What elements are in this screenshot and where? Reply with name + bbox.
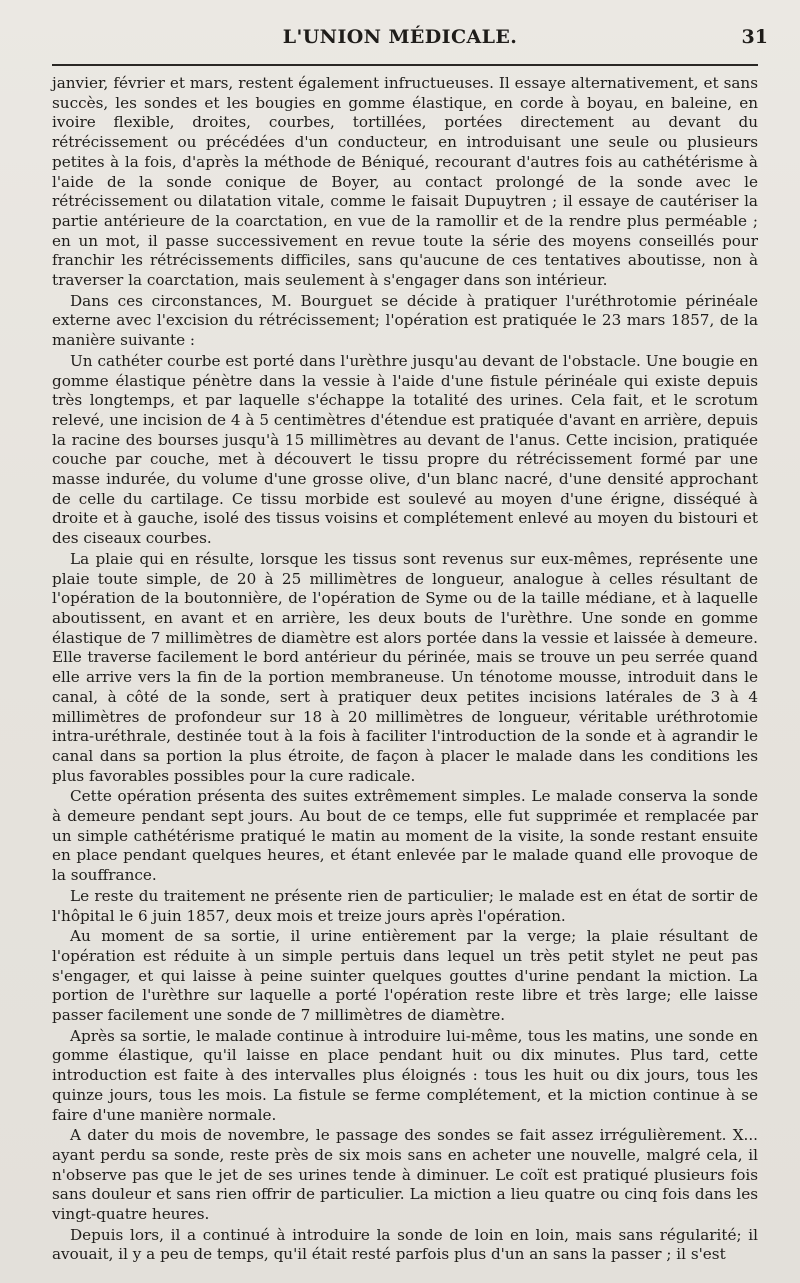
paragraph: janvier, février et mars, restent également infructueuses. Il essaye alternativement, et sans succès, les sondes et les bougies en gomme élastique, en corde à boyau, en baleine, en ivoire flexible, droites, courbes, tortillées, portées directement au devant du rétrécissement ou précédées d'un conducteur, en introduisant une seule ou plusieurs petites à la fois, d'après la méthode de Béniqué, recourant d'autres fois au cathétérisme à l'aide de la sonde conique de Boyer, au contact prolongé de la sonde avec le rétrécissement ou dilatation vitale, comme le faisait Dupuytren ; il essaye de cautériser la partie antérieure de la coarctation, en vue de la ramollir et de la rendre plus perméable ; en un mot, il passe successivement en revue toute la série des moyens conseillés pour franchir les rétrécissements difficiles, sans qu'aucune de ces tentatives aboutisse, non à traverser la coarctation, mais seulement à s'engager dans son intérieur. bbox=[52, 74, 758, 290]
paragraph: A dater du mois de novembre, le passage des sondes se fait assez irrégulièrement. X... ayant perdu sa sonde, reste près de six mois sans en acheter une nouvelle, malgré cela, il n'observe pas que le jet de ses urines tende à diminuer. Le coït est pratiqué plusieurs fois sans douleur et sans rien offrir de particulier. La miction a lieu quatre ou cinq fois dans les vingt-quatre heures. bbox=[52, 1126, 758, 1224]
page-header bbox=[0, 22, 800, 54]
paragraph: Dans ces circonstances, M. Bourguet se décide à pratiquer l'uréthrotomie périnéale externe avec l'excision du rétrécissement; l'opération est pratiquée le 23 mars 1857, de la manière suivante : bbox=[52, 291, 758, 350]
paragraph: Depuis lors, il a continué à introduire la sonde de loin en loin, mais sans régularité; il avouait, il y a peu de temps, qu'il était resté parfois plus d'un an sans la passer ; il s'est bbox=[52, 1225, 758, 1264]
paragraph: Au moment de sa sortie, il urine entièrement par la verge; la plaie résultant de l'opération est réduite à un simple pertuis dans lequel un très petit stylet ne peut pas s'engager, et qui laisse à peine suinter quelques gouttes d'urine pendant la miction. La portion de l'urèthre sur laquelle a porté l'opération reste libre et très large; elle laisse passer facilement une sonde de 7 millimètres de diamètre. bbox=[52, 927, 758, 1025]
paragraph: Cette opération présenta des suites extrêmement simples. Le malade conserva la sonde à demeure pendant sept jours. Au bout de ce temps, elle fut supprimée et remplacée par un simple cathétérisme pratiqué le matin au moment de la visite, la sonde restant ensuite en place pendant quelques heures, et étant enlevée par le malade quand elle provoque de la souffrance. bbox=[52, 787, 758, 885]
body-text bbox=[52, 74, 758, 1266]
page-number: 31 bbox=[741, 26, 768, 48]
header-rule bbox=[52, 64, 758, 66]
paragraph: Un cathéter courbe est porté dans l'urèthre jusqu'au devant de l'obstacle. Une bougie en gomme élastique pénètre dans la vessie à l'aide d'une fistule périnéale qui existe depuis très longtemps, et par laquelle s'échappe la totalité des urines. Cela fait, et le scrotum relevé, une incision de 4 à 5 centimètres d'étendue est pratiquée d'avant en arrière, depuis la racine des bourses jusqu'à 15 millimètres au devant de l'anus. Cette incision, pratiquée couche par couche, met à découvert le tissu propre du rétrécissement formé par une masse indurée, du volume d'une grosse olive, d'un blanc nacré, d'une densité approchant de celle du cartilage. Ce tissu morbide est soulevé au moyen d'une érigne, disséqué à droite et à gauche, isolé des tissus voisins et complétement enlevé au moyen du bistouri et des ciseaux courbes. bbox=[52, 351, 758, 548]
paragraph: Le reste du traitement ne présente rien de particulier; le malade est en état de sortir de l'hôpital le 6 juin 1857, deux mois et treize jours après l'opération. bbox=[52, 886, 758, 925]
paragraph: La plaie qui en résulte, lorsque les tissus sont revenus sur eux-mêmes, représente une plaie toute simple, de 20 à 25 millimètres de longueur, analogue à celles résultant de l'opération de la boutonnière, de l'opération de Syme ou de la taille médiane, et à laquelle aboutissent, en avant et en arrière, les deux bouts de l'urèthre. Une sonde en gomme élastique de 7 millimètres de diamètre est alors portée dans la vessie et laissée à demeure. Elle traverse facilement le bord antérieur du périnée, mais se trouve un peu serrée quand elle arrive vers la fin de la portion membraneuse. Un ténotome mousse, introduit dans le canal, à côté de la sonde, sert à pratiquer deux petites incisions latérales de 3 à 4 millimètres de profondeur sur 18 à 20 millimètres de longueur, véritable uréthrotomie intra-uréthrale, destinée tout à la fois à faciliter l'introduction de la sonde et à agrandir le canal dans sa portion la plus étroite, de façon à placer le malade dans les conditions les plus favorables possibles pour la cure radicale. bbox=[52, 549, 758, 785]
running-title: L'UNION MÉDICALE. bbox=[282, 26, 518, 48]
paragraph: Après sa sortie, le malade continue à introduire lui-même, tous les matins, une sonde en gomme élastique, qu'il laisse en place pendant huit ou dix minutes. Plus tard, cette introduction est faite à des intervalles plus éloignés : tous les huit ou dix jours, tous les quinze jours, tous les mois. La fistule se ferme complétement, et la miction continue à se faire d'une manière normale. bbox=[52, 1026, 758, 1124]
